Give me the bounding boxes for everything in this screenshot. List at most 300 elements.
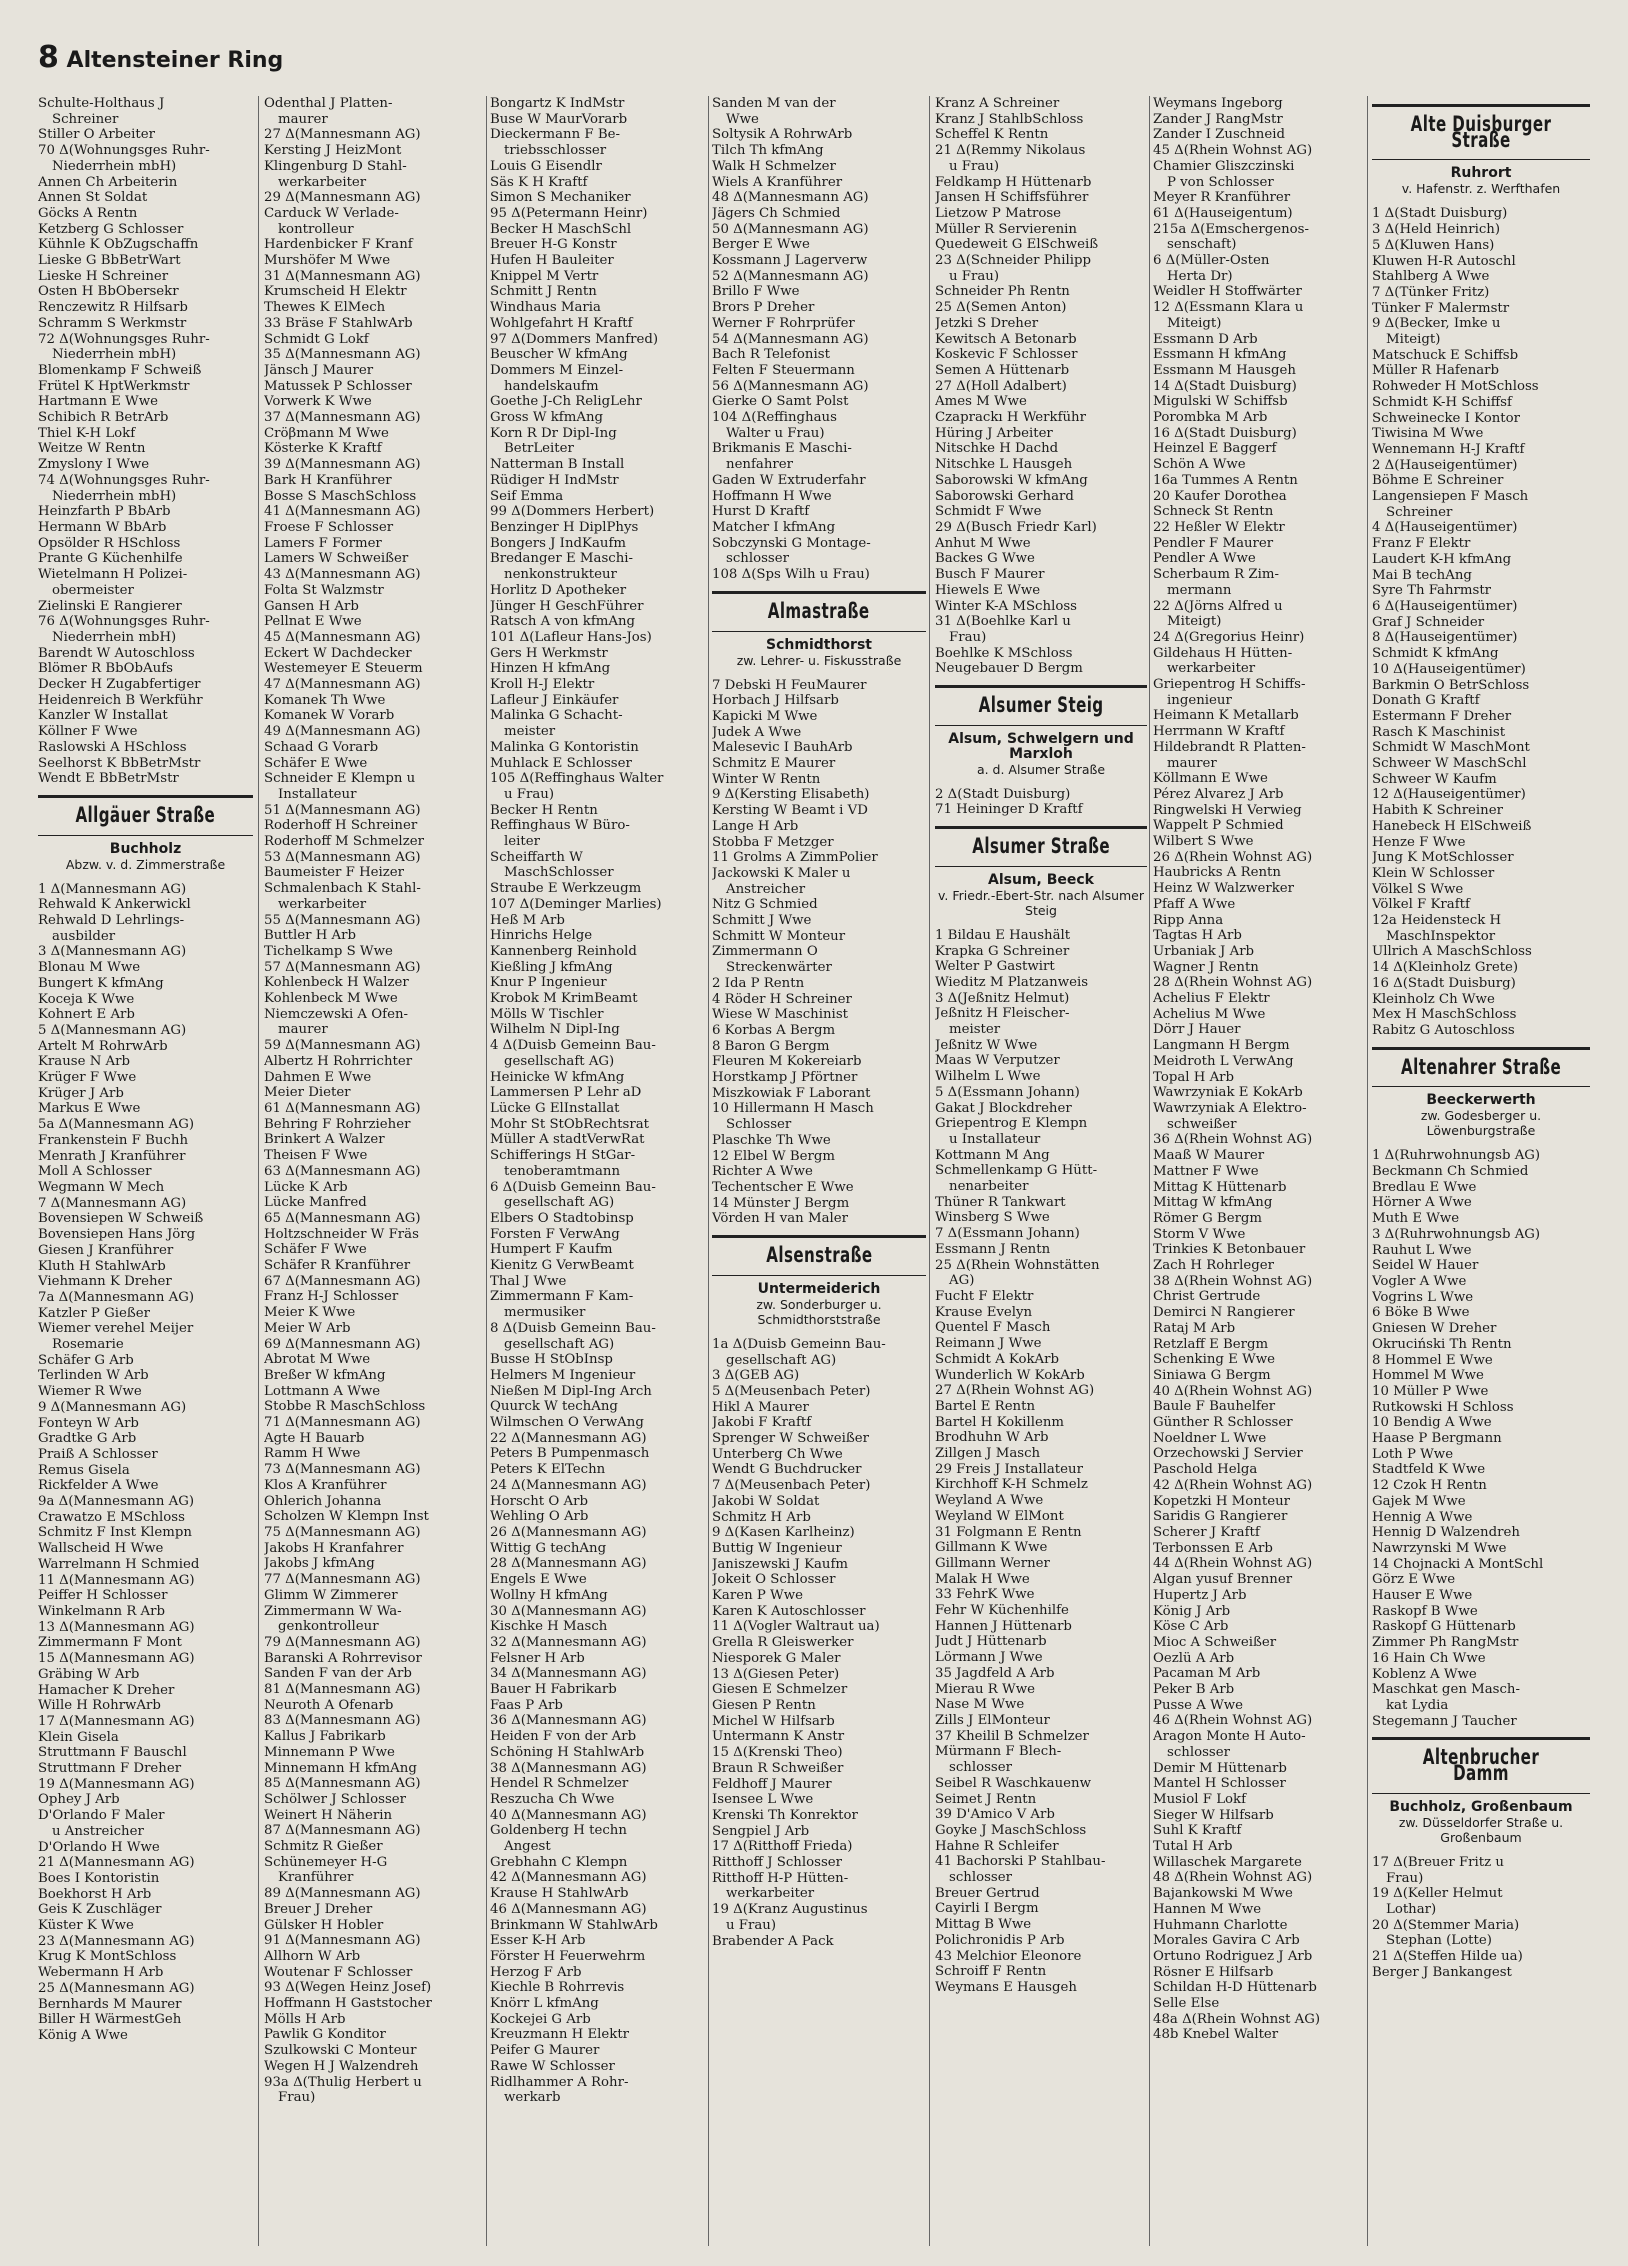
directory-entry: Schramm S Werkmstr bbox=[38, 315, 187, 331]
directory-entry: Koceja K Wwe bbox=[38, 991, 135, 1007]
directory-entry: Matcher I kfmAng bbox=[712, 519, 836, 535]
column-divider bbox=[486, 96, 487, 2246]
directory-entry: Decker H Zugabfertiger bbox=[38, 677, 201, 693]
directory-entry: Sanden M van der bbox=[712, 96, 836, 111]
directory-entry: obermeister bbox=[52, 582, 134, 598]
directory-entry: Braun R Schweißer bbox=[712, 1760, 844, 1776]
directory-entry: Elbers O Stadtobinsp bbox=[490, 1210, 634, 1226]
directory-entry: Hinrichs Helge bbox=[490, 928, 593, 944]
directory-entry: Gakat J Blockdreher bbox=[935, 1100, 1072, 1116]
directory-entry: Meier W Arb bbox=[264, 1320, 351, 1336]
directory-entry: kontrolleur bbox=[278, 221, 354, 237]
directory-entry: 11 Grolms A ZimmPolier bbox=[712, 850, 878, 866]
directory-entry: Lottmann A Wwe bbox=[264, 1383, 381, 1399]
directory-entry: Brinkmann W StahlwArb bbox=[490, 1917, 658, 1933]
directory-entry: Kossmann J Lagerverw bbox=[712, 253, 868, 269]
directory-entry: Installateur bbox=[278, 786, 357, 802]
directory-entry: nenarbeiter bbox=[949, 1179, 1029, 1195]
directory-entry: Schmidt G Lokf bbox=[264, 331, 369, 347]
directory-entry: Warrelmann H Schmied bbox=[38, 1556, 200, 1572]
directory-entry: Judek A Wwe bbox=[712, 724, 802, 740]
directory-entry: Grebhahn C Klempn bbox=[490, 1854, 628, 1870]
directory-entry: Allhorn W Arb bbox=[264, 1948, 361, 1964]
directory-entry: 51 Δ(Mannesmann AG) bbox=[264, 802, 421, 818]
directory-entry: Ripp Anna bbox=[1153, 912, 1224, 928]
directory-entry: BetrLeiter bbox=[504, 441, 574, 457]
directory-entry: Pacaman M Arb bbox=[1153, 1666, 1261, 1682]
directory-entry: Horscht O Arb bbox=[490, 1493, 588, 1509]
directory-entry: Kienitz G VerwBeamt bbox=[490, 1258, 634, 1274]
directory-entry: 37 Δ(Mannesmann AG) bbox=[264, 410, 421, 426]
directory-entry: Vogrins L Wwe bbox=[1372, 1289, 1474, 1305]
directory-entry: Zach H Rohrleger bbox=[1153, 1258, 1275, 1274]
directory-entry: P von Schlosser bbox=[1167, 174, 1274, 190]
directory-entry: Abrotat M Wwe bbox=[264, 1352, 371, 1368]
directory-entry: Hanebeck H ElSchweiß bbox=[1372, 818, 1532, 834]
directory-entry: Bajankowski M Wwe bbox=[1153, 1886, 1293, 1902]
street-range: v. Hafenstr. z. Werfthafen bbox=[1401, 181, 1561, 197]
directory-entry: Jetzki S Dreher bbox=[935, 315, 1039, 331]
directory-entry: u Frau) bbox=[949, 158, 1000, 174]
directory-entry: 23 Δ(Mannesmann AG) bbox=[38, 1933, 195, 1949]
directory-entry: 25 Δ(Mannesmann AG) bbox=[38, 1980, 195, 1996]
directory-entry: Kockejei G Arb bbox=[490, 2011, 591, 2027]
directory-entry: Dahmen E Wwe bbox=[264, 1069, 372, 1085]
directory-entry: Algan yusuf Brenner bbox=[1153, 1572, 1293, 1588]
directory-entry: Schweer W MaschSchl bbox=[1372, 756, 1527, 772]
directory-entry: 8 Baron G Bergm bbox=[712, 1038, 830, 1054]
directory-entry: 15 Δ(Krenski Theo) bbox=[712, 1745, 843, 1761]
directory-entry: Gierke O Samt Polst bbox=[712, 394, 849, 410]
column-divider bbox=[708, 96, 709, 2246]
directory-entry: Jakobi W Soldat bbox=[712, 1493, 820, 1509]
directory-entry: Viehmann K Dreher bbox=[38, 1274, 172, 1290]
directory-entry: gesellschaft AG) bbox=[504, 1053, 615, 1069]
directory-entry: Pawlik G Konditor bbox=[264, 2027, 386, 2043]
directory-entry: Wiels A Kranführer bbox=[712, 174, 843, 190]
directory-entry: 14 Δ(Stadt Duisburg) bbox=[1153, 378, 1297, 394]
directory-entry: 9 Δ(Mannesmann AG) bbox=[38, 1399, 187, 1415]
directory-entry: Raslowski A HSchloss bbox=[38, 739, 187, 755]
directory-entry: 20 Kaufer Dorothea bbox=[1153, 488, 1287, 504]
directory-entry: Nase M Wwe bbox=[935, 1697, 1025, 1713]
directory-entry: Wieditz M Platzanweis bbox=[935, 974, 1089, 990]
directory-entry: Raskopf B Wwe bbox=[1372, 1603, 1478, 1619]
directory-entry: Bungert K kfmAng bbox=[38, 975, 164, 991]
directory-entry: Schäfer R Kranführer bbox=[264, 1258, 411, 1274]
directory-entry: Brillo F Wwe bbox=[712, 284, 800, 300]
directory-entry: Köllner F Wwe bbox=[38, 724, 138, 740]
directory-entry: Jänsch J Maurer bbox=[264, 362, 374, 378]
directory-entry: Herrmann W Kraftf bbox=[1153, 724, 1285, 740]
directory-entry: Rosemarie bbox=[52, 1337, 124, 1353]
directory-entry: Geis K Zuschläger bbox=[38, 1902, 162, 1918]
directory-entry: 53 Δ(Mannesmann AG) bbox=[264, 849, 421, 865]
directory-entry: Humpert F Kaufm bbox=[490, 1242, 613, 1258]
directory-entry: Walk H Schmelzer bbox=[712, 158, 836, 174]
directory-entry: Schlosser bbox=[726, 1117, 792, 1133]
directory-entry: Praiß A Schlosser bbox=[38, 1446, 158, 1462]
directory-entry: Küster K Wwe bbox=[38, 1918, 134, 1934]
directory-entry: 9a Δ(Mannesmann AG) bbox=[38, 1494, 195, 1510]
directory-entry: Hinzen H kfmAng bbox=[490, 661, 611, 677]
directory-entry: Winter W Rentn bbox=[712, 771, 821, 787]
directory-entry: 93a Δ(Thulig Herbert u bbox=[264, 2074, 422, 2090]
directory-entry: Maschkat gen Masch- bbox=[1372, 1682, 1520, 1698]
directory-entry: Giesen P Rentn bbox=[712, 1697, 816, 1713]
directory-entry: Mattner F Wwe bbox=[1153, 1163, 1259, 1179]
directory-entry: Gaden W Extruderfahr bbox=[712, 472, 866, 488]
directory-entry: Reffinghaus W Büro- bbox=[490, 818, 630, 834]
directory-entry: Wohlgefahrt H Kraftf bbox=[490, 315, 633, 331]
directory-entry: Kroll H-J Elektr bbox=[490, 677, 595, 693]
directory-entry: 12a Heidensteck H bbox=[1372, 913, 1502, 929]
directory-entry: Hendel R Schmelzer bbox=[490, 1776, 629, 1792]
directory-entry: Rehwald D Lehrlings- bbox=[38, 913, 185, 929]
directory-entry: Pendler F Maurer bbox=[1153, 535, 1274, 551]
directory-entry: Zillgen J Masch bbox=[935, 1446, 1041, 1462]
directory-entry: Schulte-Holthaus J bbox=[38, 96, 165, 111]
directory-entry: 10 Hillermann H Masch bbox=[712, 1101, 874, 1117]
column-divider bbox=[1367, 96, 1368, 2246]
directory-entry: Frütel K HptWerkmstr bbox=[38, 378, 190, 394]
directory-entry: 75 Δ(Mannesmann AG) bbox=[264, 1524, 421, 1540]
directory-entry: Wennemann H-J Kraftf bbox=[1372, 441, 1525, 457]
directory-entry: Baumeister F Heizer bbox=[264, 865, 405, 881]
directory-entry: Völkel S Wwe bbox=[1372, 881, 1464, 897]
directory-entry: Wollny H kfmAng bbox=[490, 1587, 608, 1603]
directory-entry: Beckmann Ch Schmied bbox=[1372, 1164, 1529, 1180]
directory-entry: Mex H MaschSchloss bbox=[1372, 1007, 1517, 1023]
directory-entry: Zielinski E Rangierer bbox=[38, 598, 182, 614]
directory-entry: Suhl K Kraftf bbox=[1153, 1823, 1242, 1839]
directory-entry: Rohweder H MotSchloss bbox=[1372, 379, 1539, 395]
directory-entry: Kiechle B Rohrrevis bbox=[490, 1980, 625, 1996]
directory-entry: Streckenwärter bbox=[726, 960, 832, 976]
directory-entry: 1 Δ(Mannesmann AG) bbox=[38, 881, 187, 897]
directory-entry: 70 Δ(Wohnungsges Ruhr- bbox=[38, 143, 210, 159]
directory-entry: Thewes K ElMech bbox=[264, 300, 386, 316]
directory-entry: Menrath J Kranführer bbox=[38, 1148, 186, 1164]
street-district: Buchholz bbox=[109, 840, 182, 857]
directory-entry: 14 Δ(Kleinholz Grete) bbox=[1372, 960, 1519, 976]
directory-entry: Vogler A Wwe bbox=[1372, 1274, 1467, 1289]
directory-entry: Osten H BbObersekr bbox=[38, 284, 179, 300]
directory-entry: Meier Dieter bbox=[264, 1085, 351, 1101]
directory-entry: Raskopf G Hüttenarb bbox=[1372, 1619, 1516, 1635]
directory-entry: Retzlaff E Bergm bbox=[1153, 1336, 1269, 1352]
directory-entry: Krapka G Schreiner bbox=[935, 943, 1070, 959]
directory-entry: Eckert W Dachdecker bbox=[264, 645, 412, 661]
directory-entry: 8 Δ(Duisb Gemeinn Bau- bbox=[490, 1320, 656, 1336]
directory-entry: Koskevic F Schlosser bbox=[935, 347, 1078, 363]
directory-entry: Lieske H Schreiner bbox=[38, 268, 169, 284]
directory-entry: Mölls W Tischler bbox=[490, 1006, 604, 1022]
directory-entry: 6 Δ(Müller-Osten bbox=[1153, 253, 1270, 269]
directory-entry: Mittag W kfmAng bbox=[1153, 1195, 1273, 1211]
directory-entry: Wilbert S Wwe bbox=[1153, 834, 1254, 850]
directory-entry: Dörr J Hauer bbox=[1153, 1022, 1241, 1038]
street-name: Altenbrucher Damm bbox=[1422, 1745, 1540, 1786]
directory-entry: 57 Δ(Mannesmann AG) bbox=[264, 959, 421, 975]
directory-entry: leiter bbox=[504, 834, 540, 850]
directory-entry: Wilhelm L Wwe bbox=[935, 1069, 1041, 1085]
directory-entry: Gillmann K Wwe bbox=[935, 1540, 1048, 1556]
directory-entry: Hahne R Schleifer bbox=[935, 1838, 1059, 1854]
directory-entry: 3 Δ(GEB AG) bbox=[712, 1368, 800, 1384]
directory-entry: Kannenberg Reinhold bbox=[490, 943, 637, 959]
directory-entry: Soltysik A RohrwArb bbox=[712, 127, 853, 143]
directory-entry: nenkonstrukteur bbox=[504, 567, 617, 583]
directory-entry: Busch F Maurer bbox=[935, 567, 1045, 583]
directory-entry: 71 Heininger D Kraftf bbox=[935, 802, 1083, 818]
directory-entry: Goethe J-Ch ReligLehr bbox=[490, 394, 642, 410]
directory-entry: Heß M Arb bbox=[490, 912, 565, 928]
directory-entry: 40 Δ(Rhein Wohnst AG) bbox=[1153, 1383, 1313, 1399]
directory-entry: Richter A Wwe bbox=[712, 1164, 813, 1180]
directory-entry: Brabender A Pack bbox=[712, 1933, 834, 1949]
directory-entry: u Frau) bbox=[726, 1917, 777, 1933]
directory-entry: Kersting J HeizMont bbox=[264, 143, 402, 159]
directory-entry: Loth P Wwe bbox=[1372, 1446, 1454, 1462]
directory-entry: Meidroth L VerwAng bbox=[1153, 1053, 1294, 1069]
directory-entry: Benzinger H DiplPhys bbox=[490, 519, 639, 535]
directory-entry: 36 Δ(Mannesmann AG) bbox=[490, 1713, 647, 1729]
directory-entry: Rehwald K Ankerwickl bbox=[38, 897, 191, 913]
directory-entry: Vorwerk K Wwe bbox=[264, 394, 372, 410]
directory-entry: Bauer H Fabrikarb bbox=[490, 1682, 617, 1698]
directory-entry: Ritthoff H-P Hütten- bbox=[712, 1870, 849, 1886]
directory-entry: Meier K Wwe bbox=[264, 1305, 356, 1321]
directory-entry: 76 Δ(Wohnungsges Ruhr- bbox=[38, 614, 210, 630]
directory-entry: Weyland A Wwe bbox=[935, 1493, 1044, 1509]
directory-entry: Boekhorst H Arb bbox=[38, 1886, 152, 1902]
directory-entry: 21 Δ(Steffen Hilde ua) bbox=[1372, 1949, 1523, 1965]
directory-entry: 48b Knebel Walter bbox=[1153, 2027, 1279, 2043]
directory-entry: 65 Δ(Mannesmann AG) bbox=[264, 1210, 421, 1226]
directory-entry: Jeßnitz H Fleischer- bbox=[935, 1006, 1070, 1022]
directory-entry: Hiewels E Wwe bbox=[935, 582, 1041, 598]
directory-entry: Komanek Th Wwe bbox=[264, 692, 386, 708]
street-heading bbox=[1372, 1047, 1590, 1088]
directory-entry: 79 Δ(Mannesmann AG) bbox=[264, 1634, 421, 1650]
directory-entry: Laudert K-H kfmAng bbox=[1372, 551, 1512, 567]
directory-entry: Zander J RangMstr bbox=[1153, 111, 1283, 127]
directory-entry: Wille H RohrwArb bbox=[38, 1698, 161, 1714]
street-location bbox=[1372, 1093, 1590, 1138]
directory-entry: Schneider E Klempn u bbox=[264, 771, 416, 787]
page-number: 8 bbox=[38, 40, 59, 75]
directory-entry: Schreiner bbox=[1386, 504, 1453, 520]
street-range: zw. Lehrer- u. Fiskusstraße bbox=[736, 652, 902, 668]
directory-entry: Janiszewski J Kaufm bbox=[712, 1556, 849, 1572]
directory-entry: Franz F Elektr bbox=[1372, 536, 1471, 552]
directory-entry: 16a Tummes A Rentn bbox=[1153, 472, 1298, 488]
directory-entry: 29 Δ(Busch Friedr Karl) bbox=[935, 519, 1097, 535]
directory-entry: Feldhoff J Maurer bbox=[712, 1776, 832, 1792]
directory-entry: Migulski W Schiffsb bbox=[1153, 394, 1288, 410]
directory-entry: 26 Δ(Mannesmann AG) bbox=[490, 1524, 647, 1540]
directory-entry: Demir M Hüttenarb bbox=[1153, 1760, 1287, 1776]
directory-entry: Malinka G Kontoristin bbox=[490, 739, 639, 755]
directory-entry: Wehling O Arb bbox=[490, 1509, 589, 1525]
directory-entry: Wiemer R Wwe bbox=[38, 1384, 142, 1400]
directory-entry: Krug K MontSchloss bbox=[38, 1949, 177, 1965]
directory-entry: Reszucha Ch Wwe bbox=[490, 1791, 615, 1807]
street-name: Alsumer Straße bbox=[972, 834, 1110, 859]
directory-entry: Schünemeyer H-G bbox=[264, 1854, 388, 1870]
directory-entry: Krenski Th Konrektor bbox=[712, 1807, 858, 1823]
directory-entry: Habith K Schreiner bbox=[1372, 803, 1503, 819]
directory-entry: Heinzel E Baggerf bbox=[1153, 441, 1277, 457]
directory-entry: 101 Δ(Lafleur Hans-Jos) bbox=[490, 629, 652, 645]
directory-entry: tenoberamtmann bbox=[504, 1163, 621, 1179]
directory-entry: Angest bbox=[504, 1839, 551, 1855]
directory-entry: 42 Δ(Rhein Wohnst AG) bbox=[1153, 1477, 1313, 1493]
directory-entry: Fonteyn W Arb bbox=[38, 1415, 139, 1431]
directory-entry: Essmann H kfmAng bbox=[1153, 347, 1287, 363]
directory-entry: Annen St Soldat bbox=[38, 190, 148, 206]
directory-entry: 13 Δ(Giesen Peter) bbox=[712, 1666, 840, 1682]
directory-entry: Bredanger E Maschi- bbox=[490, 551, 634, 567]
directory-entry: Schmitt J Wwe bbox=[712, 913, 812, 929]
directory-entry: Klein Gisela bbox=[38, 1729, 119, 1745]
directory-entry: Orzechowski J Servier bbox=[1153, 1446, 1303, 1462]
directory-entry: Ramm H Wwe bbox=[264, 1446, 361, 1462]
directory-entry: Knur P Ingenieur bbox=[490, 975, 607, 991]
directory-entry: 4 Δ(Duisb Gemeinn Bau- bbox=[490, 1038, 656, 1054]
directory-entry: Peters B Pumpenmasch bbox=[490, 1446, 650, 1462]
directory-entry: Crawatzo E MSchloss bbox=[38, 1509, 185, 1525]
directory-entry: 34 Δ(Mannesmann AG) bbox=[490, 1666, 647, 1682]
directory-entry: Thüner R Tankwart bbox=[935, 1194, 1066, 1210]
directory-entry: Hennig D Walzendreh bbox=[1372, 1525, 1520, 1541]
directory-entry: Rataj M Arb bbox=[1153, 1320, 1236, 1336]
directory-entry: Bartel E Rentn bbox=[935, 1398, 1036, 1414]
directory-entry: Baranski A Rohrrevisor bbox=[264, 1650, 422, 1666]
directory-entry: Malinka G Schacht- bbox=[490, 708, 623, 724]
directory-entry: Schmalenbach K Stahl- bbox=[264, 881, 421, 897]
directory-entry: Jokeit O Schlosser bbox=[712, 1572, 836, 1588]
directory-entry: Brinkert A Walzer bbox=[264, 1132, 385, 1148]
directory-entry: Krause Evelyn bbox=[935, 1304, 1033, 1320]
directory-entry: Schweer W Kaufm bbox=[1372, 771, 1497, 787]
directory-entry: Feldkamp H Hüttenarb bbox=[935, 174, 1092, 190]
directory-entry: Mittag B Wwe bbox=[935, 1917, 1032, 1933]
directory-entry: 10 Bendig A Wwe bbox=[1372, 1415, 1492, 1431]
directory-entry: 91 Δ(Mannesmann AG) bbox=[264, 1933, 421, 1949]
directory-entry: Wendt G Buchdrucker bbox=[712, 1462, 862, 1478]
directory-entry: ausbilder bbox=[52, 928, 116, 944]
directory-entry: Zills J ElMonteur bbox=[935, 1712, 1050, 1728]
directory-entry: 108 Δ(Sps Wilh u Frau) bbox=[712, 567, 870, 583]
directory-entry: werkarbeiter bbox=[1167, 661, 1256, 677]
directory-entry: Hikl A Maurer bbox=[712, 1399, 809, 1415]
directory-entry: Jackowski K Maler u bbox=[712, 865, 851, 881]
directory-entry: 40 Δ(Mannesmann AG) bbox=[490, 1807, 647, 1823]
directory-entry: Schmitz H Arb bbox=[712, 1509, 811, 1525]
directory-entry: Schenking E Wwe bbox=[1153, 1352, 1276, 1368]
directory-entry: Schölwer J Schlosser bbox=[264, 1791, 407, 1807]
directory-entry: Jägers Ch Schmied bbox=[712, 205, 841, 221]
directory-entry: Herzog F Arb bbox=[490, 1964, 582, 1980]
directory-entry: Kühnle K ObZugschaffn bbox=[38, 237, 199, 253]
directory-entry: Henze F Wwe bbox=[1372, 834, 1466, 850]
street-heading bbox=[1372, 104, 1590, 160]
directory-entry: 61 Δ(Hauseigentum) bbox=[1153, 205, 1293, 221]
directory-entry: Wunderlich W KokArb bbox=[935, 1367, 1085, 1383]
directory-entry: Anhut M Wwe bbox=[935, 535, 1031, 551]
directory-entry: Weyland W ElMont bbox=[935, 1508, 1064, 1524]
directory-entry: Bovensiepen Hans Jörg bbox=[38, 1227, 196, 1243]
street-location bbox=[38, 842, 253, 872]
directory-entry: 16 Δ(Stadt Duisburg) bbox=[1153, 425, 1297, 441]
directory-entry: Schmidt W MaschMont bbox=[1372, 740, 1530, 756]
directory-entry: 12 Δ(Essmann Klara u bbox=[1153, 300, 1304, 316]
directory-entry: Schmellenkamp G Hütt- bbox=[935, 1163, 1098, 1179]
directory-entry: Blonau M Wwe bbox=[38, 960, 141, 976]
directory-entry: 9 Δ(Kersting Elisabeth) bbox=[712, 787, 870, 803]
directory-entry: Saridis G Rangierer bbox=[1153, 1509, 1288, 1525]
directory-entry: Wwe bbox=[726, 111, 759, 127]
directory-entry: Jakobs J kfmAng bbox=[264, 1556, 375, 1572]
column-divider bbox=[1149, 96, 1150, 2246]
directory-entry: Säs K H Kraftf bbox=[490, 174, 588, 190]
directory-entry: Lamers F Former bbox=[264, 535, 382, 551]
directory-entry: Neuroth A Ofenarb bbox=[264, 1697, 394, 1713]
directory-entry: werkarbeiter bbox=[278, 896, 367, 912]
directory-entry: Mioc A Schweißer bbox=[1153, 1634, 1277, 1650]
directory-entry: Jünger H GeschFührer bbox=[490, 598, 644, 614]
directory-entry: 38 Δ(Rhein Wohnst AG) bbox=[1153, 1273, 1313, 1289]
directory-entry: Estermann F Dreher bbox=[1372, 708, 1512, 724]
directory-entry: Schmitz R Gießer bbox=[264, 1839, 383, 1855]
directory-entry: Kleinholz Ch Wwe bbox=[1372, 991, 1495, 1007]
directory-entry: 12 Czok H Rentn bbox=[1372, 1478, 1487, 1494]
street-heading bbox=[935, 685, 1147, 726]
directory-entry: Hoffmann H Wwe bbox=[712, 488, 832, 504]
directory-entry: Froese F Schlosser bbox=[264, 519, 394, 535]
directory-entry: 4 Röder H Schreiner bbox=[712, 991, 852, 1007]
street-name: Almastraße bbox=[768, 598, 870, 623]
directory-entry: Unterberg Ch Wwe bbox=[712, 1446, 843, 1462]
directory-entry: Kohlenbeck H Walzer bbox=[264, 975, 409, 991]
directory-entry: Schäfer G Arb bbox=[38, 1352, 134, 1368]
directory-entry: 99 Δ(Dommers Herbert) bbox=[490, 504, 655, 520]
directory-entry: Kohnert E Arb bbox=[38, 1007, 135, 1023]
directory-entry: Kischke H Masch bbox=[490, 1619, 608, 1635]
directory-entry: Rösner E Hilfsarb bbox=[1153, 1964, 1274, 1980]
directory-entry: Goldenberg H techn bbox=[490, 1823, 627, 1839]
directory-entry: Musiol F Lokf bbox=[1153, 1791, 1247, 1807]
directory-entry: 2 Δ(Stadt Duisburg) bbox=[935, 786, 1071, 802]
directory-entry: Schifferings H StGar- bbox=[490, 1148, 636, 1164]
street-district: Ruhrort bbox=[1450, 165, 1512, 182]
directory-entry: schlosser bbox=[1167, 1744, 1230, 1760]
directory-entry: Stadtfeld K Wwe bbox=[1372, 1462, 1486, 1478]
directory-entry: Griepentrog H Schiffs- bbox=[1153, 677, 1306, 693]
directory-entry: Langmann H Bergm bbox=[1153, 1038, 1290, 1054]
directory-entry: 38 Δ(Mannesmann AG) bbox=[490, 1760, 647, 1776]
directory-entry: Heidenreich B Werkführ bbox=[38, 692, 203, 708]
directory-entry: Roderhoff M Schmelzer bbox=[264, 834, 424, 850]
directory-entry: Sieger W Hilfsarb bbox=[1153, 1807, 1274, 1823]
directory-entry: Quurck W techAng bbox=[490, 1399, 618, 1415]
directory-entry: 44 Δ(Rhein Wohnst AG) bbox=[1153, 1556, 1313, 1572]
directory-entry: 43 Δ(Mannesmann AG) bbox=[264, 567, 421, 583]
directory-entry: 12 Δ(Hauseigentümer) bbox=[1372, 787, 1526, 803]
directory-entry: 21 Δ(Mannesmann AG) bbox=[38, 1855, 195, 1871]
